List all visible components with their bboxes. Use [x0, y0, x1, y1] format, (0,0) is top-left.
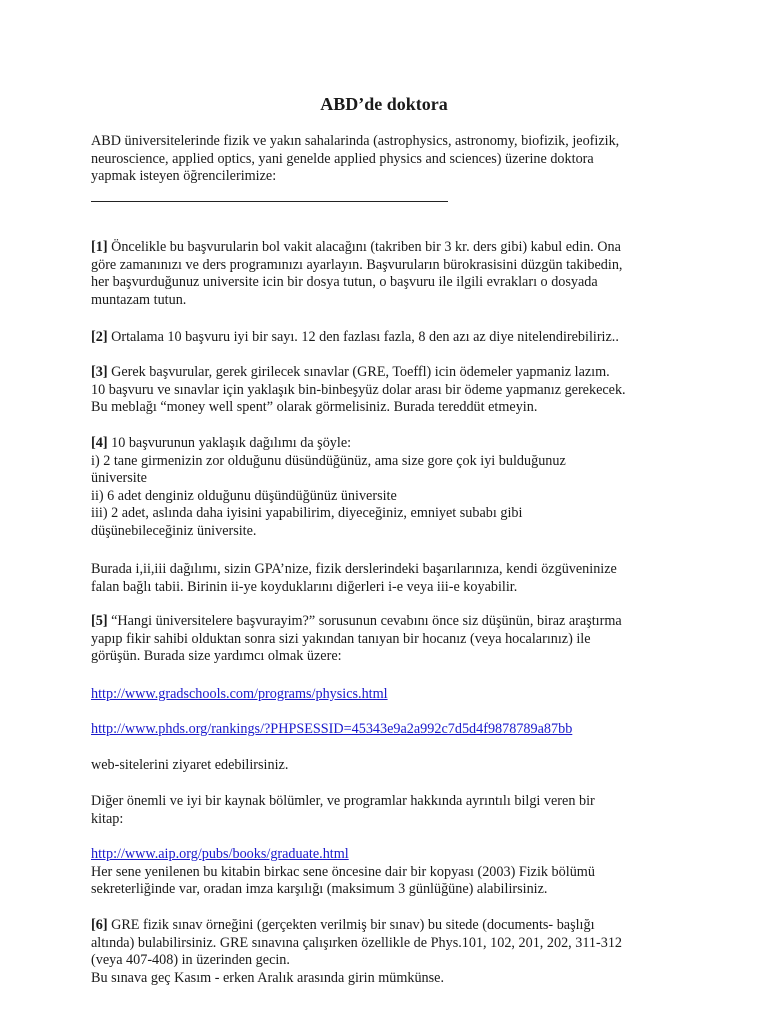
- item-number: [1]: [91, 239, 108, 255]
- item-text: 10 başvuru ve sınavlar için yaklaşık bin-binbeşyüz dolar arası bir ödeme yapmanız gerekecek.: [91, 381, 626, 398]
- item-number: [3]: [91, 364, 108, 380]
- source-paragraph: [91, 793, 691, 828]
- intro-line: neuroscience, applied optics, yani genelde applied physics and sciences) üzerine doktora: [91, 150, 594, 167]
- item-text: (veya 407-408) in üzerinden gecin.: [91, 952, 290, 968]
- phds-link[interactable]: http://www.phds.org/rankings/?PHPSESSID=45343e9a2a992c7d5d4f9878789a87bb: [91, 721, 573, 737]
- item-text: görüşün. Burada size yardımcı olmak üzere:: [91, 648, 342, 664]
- phds-link-line: [91, 721, 691, 739]
- item-text: iii) 2 adet, aslında daha iyisini yapabilirim, diyeceğiniz, emniyet subabı gibi: [91, 505, 523, 521]
- item-text: her başvurduğunuz universite icin bir dosya tutun, o başvuru ile ilgili evrakları o dosyada: [91, 274, 598, 290]
- item-text: i) 2 tane girmenizin zor olduğunu düsündüğünüz, ama size gore çok iyi bulduğunuz: [91, 452, 566, 469]
- item-text: Bu meblağı “money well spent” olarak görmelisiniz. Burada tereddüt etmeyin.: [91, 399, 538, 415]
- separator-line: [91, 201, 448, 202]
- source-text: Diğer önemli ve iyi bir kaynak bölümler, ve programlar hakkında ayrıntılı bilgi veren bir: [91, 793, 595, 809]
- visit-text: web-sitelerini ziyaret edebilirsiniz.: [91, 757, 289, 773]
- gradschools-link-line: [91, 686, 691, 704]
- item-6-paragraph: [91, 917, 691, 987]
- aip-link[interactable]: http://www.aip.org/pubs/books/graduate.html: [91, 846, 349, 862]
- item-text: altında) bulabilirsiniz. GRE sınavına çalışırken özellikle de Phys.101, 102, 201, 202, 311-312: [91, 934, 623, 951]
- item-text: ii) 6 adet denginiz olduğunu düşündüğünüz üniversite: [91, 487, 397, 504]
- aip-note-text: Her sene yenilenen bu kitabin birkac sene öncesine dair bir kopyası (2003) Fizik bölümü: [91, 863, 595, 880]
- item-1-paragraph: [91, 239, 691, 309]
- item-text: “Hangi üniversitelere başvurayim?” sorusunun cevabını önce siz düşünün, biraz araştırma: [107, 613, 622, 629]
- item-text: düşünebileceğiniz üniversite.: [91, 522, 257, 539]
- item-text: Gerek başvurular, gerek girilecek sınavlar (GRE, Toeffl) icin ödemeler yapmaniz lazım.: [107, 364, 610, 380]
- item-text: üniversite: [91, 470, 147, 486]
- item-number: [5]: [91, 613, 108, 629]
- item-number: [2]: [91, 329, 108, 345]
- document-title: ABD’de doktora: [320, 94, 448, 114]
- item-text: Bu sınava geç Kasım - erken Aralık arasında girin mümkünse.: [91, 969, 445, 986]
- item-text: göre zamanınızı ve ders programınızı ayarlayın. Başvuruların bürokrasisini düzgün takibedin,: [91, 256, 623, 273]
- item-text: yapıp fikir sahibi olduktan sonra sizi yakından tanıyan bir hocanız (veya hocalarınız) ile: [91, 630, 591, 647]
- aip-note-text: sekreterliğinde var, oradan imza karşılığı (maksimum 3 günlüğüne) alabilirsiniz.: [91, 881, 548, 897]
- distribution-note-paragraph: [91, 561, 691, 596]
- note-text: Burada i,ii,iii dağılımı, sizin GPA’nize, fizik derslerindeki başarılarınıza, kendi özgüveninize: [91, 561, 617, 577]
- item-number: [4]: [91, 435, 108, 451]
- item-2-paragraph: [91, 329, 691, 347]
- intro-line: ABD üniversitelerinde fizik ve yakın sahalarinda (astrophysics, astronomy, biofizik, jeofizik,: [91, 133, 620, 149]
- note-text: falan bağlı tabii. Birinin ii-ye koyduklarını diğerleri i-e veya iii-e koyabilir.: [91, 578, 518, 595]
- source-text: kitap:: [91, 810, 124, 827]
- item-text: Ortalama 10 başvuru iyi bir sayı. 12 den fazlası fazla, 8 den azı az diye nitelendirebiliriz..: [107, 329, 619, 345]
- visit-paragraph: [91, 757, 691, 775]
- item-3-paragraph: [91, 364, 691, 417]
- item-text: 10 başvurunun yaklaşık dağılımı da şöyle:: [107, 435, 352, 451]
- item-number: [6]: [91, 917, 108, 933]
- intro-line: yapmak isteyen öğrencilerimize:: [91, 168, 277, 184]
- intro-paragraph: [91, 133, 691, 186]
- item-text: muntazam tutun.: [91, 291, 187, 308]
- item-text: GRE fizik sınav örneğini (gerçekten verilmiş bir sınav) bu sitede (documents- başlığı: [107, 917, 595, 933]
- item-4-paragraph: [91, 435, 691, 540]
- gradschools-link[interactable]: http://www.gradschools.com/programs/physics.html: [91, 686, 388, 702]
- aip-paragraph: [91, 846, 691, 899]
- item-text: Öncelikle bu başvurularin bol vakit alacağını (takriben bir 3 kr. ders gibi) kabul edin. Ona: [107, 239, 621, 255]
- item-5-paragraph: [91, 613, 691, 666]
